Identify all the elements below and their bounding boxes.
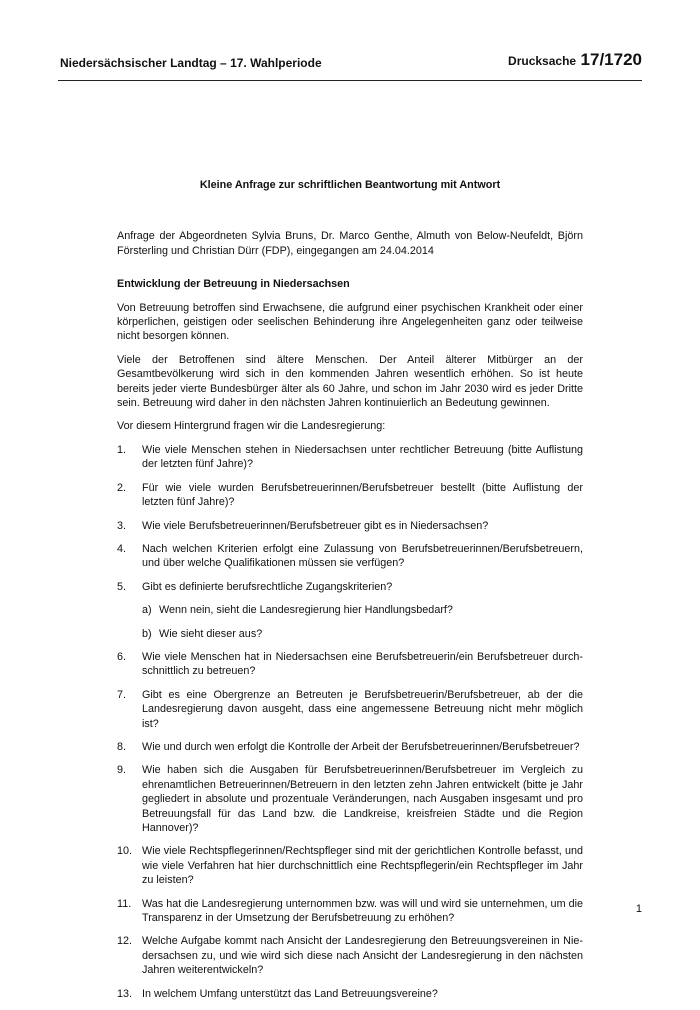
question-number: 4. [117,542,127,555]
sub-question-item [117,627,583,641]
sub-question-item [117,603,583,617]
inquiry-intro: Anfrage der Abgeordneten Sylvia Bruns, Dr. Marco Genthe, Almuth von Below-Neufeldt, Björn Försterling und Christian Dürr (FDP), eingegangen am 24.04.2014 [117,230,583,257]
question-item [117,897,583,926]
question-text: In welchem Umfang unterstützt das Land Betreuungsvereine? [142,987,438,1000]
question-number: 9. [117,764,127,777]
question-item [117,481,583,510]
question-text: Wie haben sich die Ausgaben für Berufsbetreuerinnen/Berufsbetreuer im Vergleich zu ehrenamtlichen Betreuerinnen/Betreuern in den letzten zehn Jahren entwickelt (bitte je Jahr gegliedert in absolute und prozentuale Veränderungen, nach Ausgaben insgesamt und pro Betreuungsfall für das Land bzw. die Landkreise, kreisfreien Städte und die Region Hannover)? [142,764,583,834]
question-item [117,763,583,835]
question-number: a) [142,604,152,617]
paragraph: Von Betreuung betroffen sind Erwachsene, die aufgrund einer psychischen Krankheit oder einer körperlichen, geistigen oder seelischen Behinderung ihre Angelegenheiten ganz oder teilweise nicht besorgen können. [117,301,583,343]
question-number: 12. [117,935,133,948]
question-number: 7. [117,688,127,701]
question-item [117,934,583,977]
question-number: 3. [117,519,127,532]
question-item [117,844,583,887]
document-title: Kleine Anfrage zur schriftlichen Beantwortung mit Antwort [199,179,501,191]
page-number: 1 [635,903,642,915]
question-item [117,650,583,679]
question-text: Gibt es definierte berufsrechtliche Zugangskriterien? [142,580,393,593]
document-body [117,178,583,1010]
document-number [508,50,642,70]
question-text: Wenn nein, sieht die Landesregierung hier Handlungsbedarf? [159,604,453,617]
question-item [117,688,583,731]
document-number-value: 17/1720 [580,50,642,69]
question-number: 5. [117,580,127,593]
question-text: Wie sieht dieser aus? [159,627,263,640]
question-text: Wie viele Menschen hat in Niedersachsen eine Berufsbetreuerin/ein Berufsbetreuer durchschnittlich zu betreuen? [142,650,583,678]
question-number: 8. [117,740,127,753]
section-heading: Entwicklung der Betreuung in Niedersachsen [117,278,350,291]
question-text: Welche Aufgabe kommt nach Ansicht der Landesregierung den Betreuungsvereinen in Niedersachsen zu, und wie wird sich diese nach Ansicht der Landesregierung in den nächsten Jahren weiterentwickeln? [142,935,583,977]
page-header [58,46,642,81]
question-list [117,443,583,1001]
question-text: Gibt es eine Obergrenze an Betreuten je Berufsbetreuerin/Berufsbetreuer, ab der die Landesregierung davon ausgeht, dass eine angemessene Betreuung nicht mehr möglich ist? [142,688,583,730]
question-number: 1. [117,443,127,456]
question-number: 6. [117,650,127,663]
question-text: Wie viele Rechtspflegerinnen/Rechtspfleger sind mit der gerichtlichen Kontrolle befasst, und wie viele Verfahren hat hier durchschnittlich eine Rechtspflegerin/ein Rechtspfleger im Jahr zu leisten? [142,845,583,887]
question-item [117,542,583,571]
question-number: 10. [117,845,133,858]
question-text: Wie und durch wen erfolgt die Kontrolle der Arbeit der Berufsbetreuerinnen/Berufsbetreuer? [142,740,580,753]
question-number: 2. [117,481,127,494]
question-item [117,987,583,1001]
question-number: 11. [117,897,132,910]
question-number: b) [142,627,152,640]
question-text: Nach welchen Kriterien erfolgt eine Zulassung von Berufsbetreuerinnen/Berufsbetreuern, und über welche Qualifikationen müssen sie verfügen? [142,542,583,570]
question-text: Für wie viele wurden Berufsbetreuerinnen/Berufsbetreuer bestellt (bitte Auflistung der letzten fünf Jahre)? [142,481,583,509]
paragraph: Vor diesem Hintergrund fragen wir die Landesregierung: [117,420,386,433]
question-text: Was hat die Landesregierung unternommen bzw. was will und wird sie unternehmen, um die Transparenz in der Umsetzung der Berufsbetreuung zu erhöhen? [142,897,583,925]
question-item [117,443,583,472]
parliament-name: Niedersächsischer Landtag – 17. Wahlperiode [60,56,322,70]
paragraph: Viele der Betroffenen sind ältere Menschen. Der Anteil älterer Mitbürger an der Gesamtbevölkerung wird sich in den kommenden Jahren wesentlich erhöhen. So ist heute bereits jeder vierte Bundesbürger älter als 60 Jahre, und schon im Jahr 2030 wird es jeder Dritte sein. Betreuung wird daher in den nächsten Jahren kontinuierlich an Bedeutung gewinnen. [117,353,583,410]
question-text: Wie viele Berufsbetreuerinnen/Berufsbetreuer gibt es in Niedersachsen? [142,519,489,532]
question-item [117,740,583,754]
question-number: 13. [117,987,133,1000]
document-number-label: Drucksache [508,54,577,68]
question-text: Wie viele Menschen stehen in Niedersachsen unter rechtlicher Betreuung (bitte Auflistung der letzten fünf Jahre)? [142,443,583,471]
question-item [117,519,583,533]
question-item [117,580,583,594]
